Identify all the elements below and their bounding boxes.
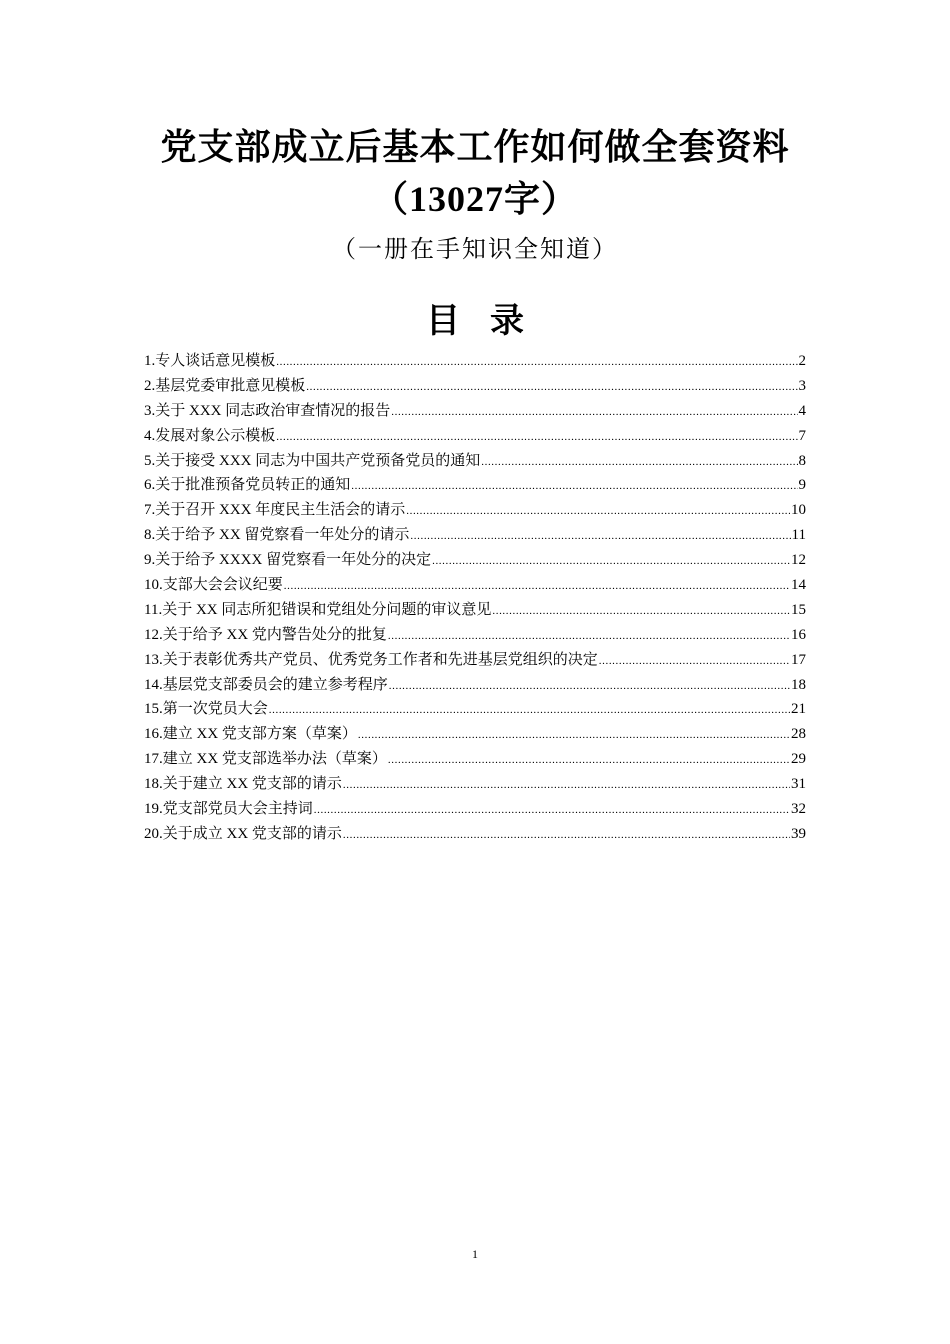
toc-dot-leader (406, 499, 790, 524)
toc-entry[interactable] (144, 722, 806, 747)
toc-entry-label: 1.专人谈话意见模板 (144, 353, 276, 369)
toc-entry-label: 8.关于给予 XX 留党察看一年处分的请示 (144, 527, 410, 544)
toc-entry[interactable] (144, 573, 806, 598)
toc-entry[interactable] (144, 498, 806, 523)
toc-entry-page: 3 (798, 377, 806, 394)
toc-entry-label: 12.关于给予 XX 党内警告处分的批复 (144, 626, 387, 643)
toc-heading (0, 300, 950, 344)
toc-entry-page: 9 (798, 477, 806, 494)
toc-entry-page: 4 (798, 402, 806, 419)
toc-entry-label: 17.建立 XX 党支部选举办法（草案） (144, 751, 387, 768)
toc-dot-leader (432, 549, 790, 574)
toc-dot-leader (343, 773, 790, 798)
toc-entry-page: 12 (791, 552, 806, 569)
toc-entry-page: 8 (798, 452, 806, 469)
toc-entry-label: 11.关于 XX 同志所犯错误和党组处分问题的审议意见 (144, 601, 492, 618)
toc-entry[interactable] (144, 797, 806, 822)
toc-entry-label: 7.关于召开 XXX 年度民主生活会的请示 (144, 502, 406, 519)
toc-dot-leader (599, 649, 790, 674)
toc-entry[interactable] (144, 374, 806, 399)
toc-entry-label: 13.关于表彰优秀共产党员、优秀党务工作者和先进基层党组织的决定 (144, 651, 598, 668)
toc-entry-label: 14.基层党支部委员会的建立参考程序 (144, 676, 388, 693)
toc-entry-page: 7 (798, 427, 806, 444)
toc-entry-label: 9.关于给予 XXXX 留党察看一年处分的决定 (144, 552, 432, 569)
toc-entry-page: 17 (791, 651, 806, 668)
toc-entry[interactable] (144, 523, 806, 548)
toc-entry-page: 2 (798, 353, 806, 369)
toc-dot-leader (492, 599, 790, 624)
toc-entry-label: 15.第一次党员大会 (144, 701, 268, 718)
toc-entry[interactable] (144, 399, 806, 424)
toc-entry-label: 18.关于建立 XX 党支部的请示 (144, 776, 342, 793)
toc-entry-page: 10 (791, 502, 806, 519)
toc-entry-label: 20.关于成立 XX 党支部的请示 (144, 825, 342, 842)
toc-entry-page: 11 (791, 527, 806, 544)
toc-entry-page: 31 (791, 776, 806, 793)
toc-entry[interactable] (144, 822, 806, 847)
toc-entry-label: 19.党支部党员大会主持词 (144, 801, 313, 818)
toc-entry-page: 14 (791, 577, 806, 594)
toc-dot-leader (314, 798, 790, 823)
toc-dot-leader (343, 823, 790, 848)
toc-entry-page: 21 (791, 701, 806, 718)
document-title-line2: （13027字） (371, 179, 578, 219)
toc-dot-leader (388, 624, 790, 649)
toc-entry[interactable] (144, 449, 806, 474)
toc-entry-page: 15 (791, 601, 806, 618)
toc-dot-leader (358, 723, 790, 748)
toc-entry[interactable] (144, 772, 806, 797)
toc-entry[interactable] (144, 648, 806, 673)
toc-entry[interactable] (144, 747, 806, 772)
toc-entry[interactable] (144, 598, 806, 623)
toc-entry-label: 10.支部大会会议纪要 (144, 577, 283, 594)
toc-entry-label: 5.关于接受 XXX 同志为中国共产党预备党员的通知 (144, 452, 481, 469)
table-of-contents (144, 349, 806, 847)
toc-dot-leader (388, 748, 790, 773)
toc-entry-page: 18 (791, 676, 806, 693)
toc-entry[interactable] (144, 673, 806, 698)
toc-dot-leader (481, 450, 797, 475)
toc-entry-page: 32 (791, 801, 806, 818)
toc-entry[interactable] (144, 697, 806, 722)
toc-entry-page: 39 (791, 825, 806, 842)
toc-dot-leader (410, 524, 790, 549)
toc-dot-leader (351, 474, 797, 499)
toc-dot-leader (306, 375, 797, 400)
toc-dot-leader (269, 698, 790, 723)
toc-entry-label: 16.建立 XX 党支部方案（草案） (144, 726, 357, 743)
toc-dot-leader (389, 674, 790, 699)
toc-entry-page: 16 (791, 626, 806, 643)
toc-entry[interactable] (144, 349, 806, 374)
toc-entry-label: 3.关于 XXX 同志政治审查情况的报告 (144, 402, 391, 419)
toc-dot-leader (284, 574, 790, 599)
toc-dot-leader (276, 425, 797, 450)
toc-entry-label: 6.关于批准预备党员转正的通知 (144, 477, 351, 494)
page-number: 1 (472, 1247, 478, 1261)
toc-entry-label: 4.发展对象公示模板 (144, 427, 276, 444)
toc-entry[interactable] (144, 424, 806, 449)
toc-entry-page: 29 (791, 751, 806, 768)
toc-heading-char-2: 录 (490, 303, 524, 340)
document-title-line1: 党支部成立后基本工作如何做全套资料 (160, 127, 790, 167)
document-subtitle: （一册在手知识全知道） (332, 237, 618, 263)
toc-entry[interactable] (144, 623, 806, 648)
toc-entry[interactable] (144, 548, 806, 573)
toc-entry[interactable] (144, 473, 806, 498)
toc-entry-label: 2.基层党委审批意见模板 (144, 377, 306, 394)
toc-entry-page: 28 (791, 726, 806, 743)
toc-dot-leader (276, 350, 797, 375)
toc-heading-char-1: 目 (426, 303, 460, 340)
toc-dot-leader (391, 400, 797, 425)
